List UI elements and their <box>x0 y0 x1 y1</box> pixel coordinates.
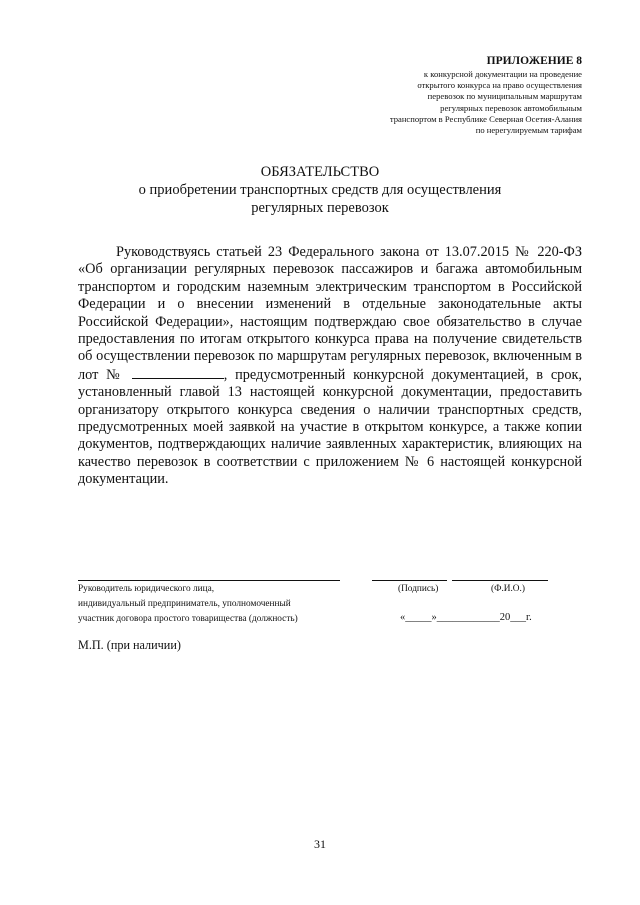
lot-number-blank <box>132 366 224 379</box>
appendix-line: к конкурсной документации на проведение <box>423 69 582 79</box>
signature-caption: (Подпись) <box>398 584 439 594</box>
name-caption: (Ф.И.О.) <box>491 584 525 594</box>
document-subtitle <box>0 182 640 217</box>
appendix-line: перевозок по муниципальным маршрутам <box>427 91 582 102</box>
paragraph-text: Руководствуясь статьей 23 Федерального закона от 13.07.2015 № 220-ФЗ «Об организации регулярных перевозок пассажиров и багажа автомобильным транспортом и городским наземным электрическим транспортом в Российской Федерации и о внесении изменений в отдельные законодательные акты Российской Федерации», настоящим подтверждаю свое обязательство в случае предоставления по итогам открытого конкурса права на получение свидетельств об осуществлении перевозок по маршрутам регулярных перевозок, включенным в лот № <box>78 244 582 383</box>
subtitle-line: о приобретении транспортных средств для осуществления <box>138 182 502 198</box>
appendix-line: регулярных перевозок автомобильным <box>440 102 582 113</box>
role-caption: индивидуальный предприниматель, уполномоченный <box>78 599 291 609</box>
role-caption: Руководитель юридического лица, <box>78 584 215 594</box>
signature-line <box>372 580 447 581</box>
appendix-line: открытого конкурса на право осуществления <box>417 80 582 91</box>
subtitle-line: регулярных перевозок <box>251 199 389 216</box>
appendix-header <box>282 55 582 136</box>
name-line <box>452 580 548 581</box>
stamp-note: М.П. (при наличии) <box>78 638 181 652</box>
appendix-line: транспортом в Республике Северная Осетия-Алания <box>389 113 582 124</box>
role-caption: участник договора простого товарищества (должность) <box>78 614 298 624</box>
obligation-paragraph <box>78 244 582 489</box>
appendix-line: по нерегулируемым тарифам <box>475 125 582 136</box>
appendix-title: ПРИЛОЖЕНИЕ 8 <box>486 55 582 67</box>
date-field: «_____»____________20___г. <box>400 612 532 623</box>
paragraph-text: , предусмотренный конкурсной документацией, в срок, установленный главой 13 настоящей конкурсной документации, предоставить организатору открытого конкурса сведения о наличии транспортных средств, предусмотренных моей заявкой на участие в открытом конкурсе, а также копии документов, подтверждающих наличие заявленных характеристик, влияющих на качество перевозок в соответствии с приложением № 6 настоящей конкурсной документации. <box>78 366 582 488</box>
page-number: 31 <box>314 837 326 851</box>
role-signature-line <box>78 580 340 581</box>
document-title: ОБЯЗАТЕЛЬСТВО <box>260 164 380 180</box>
